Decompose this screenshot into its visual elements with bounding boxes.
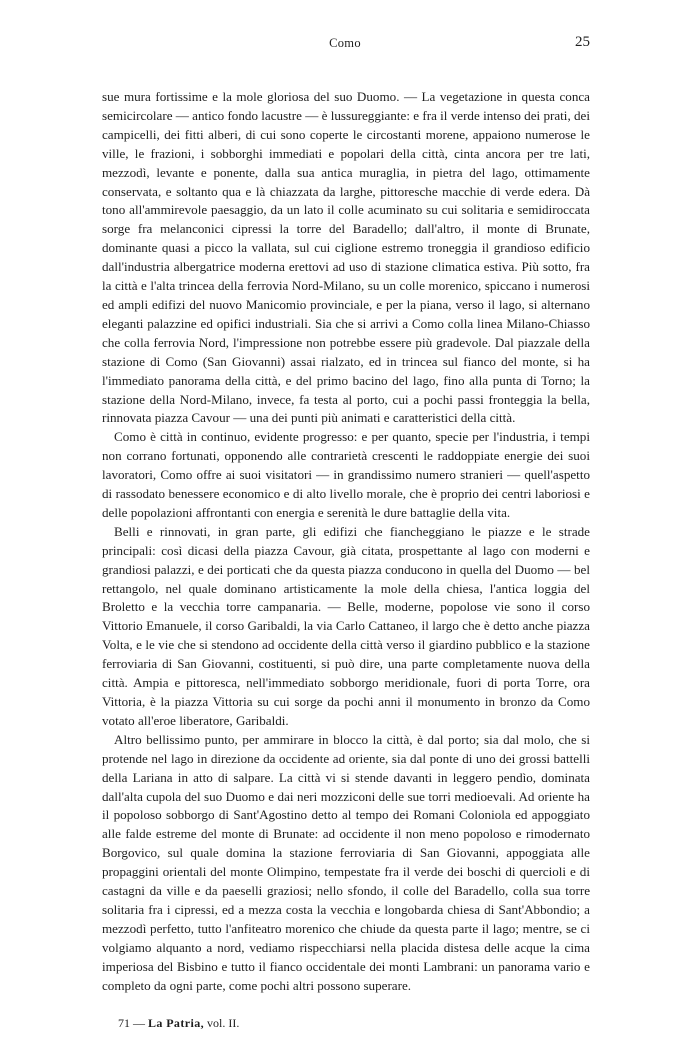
signature-mark: 71 — <box>118 1016 145 1030</box>
paragraph: sue mura fortissime e la mole gloriosa del suo Duomo. — La vegetazione in questa conca semicircolare — antico fondo lacustre — è lussureggiante: e fra il verde intenso dei prati, dei campicelli, dei fitti alberi, di cui sono coperte le circostanti morene, appaiono numerose le ville, le frazioni, i sobborghi immediati e popolari della città, cinta ancora per tre lati, mezzodì, levante e ponente, dalla sua antica muraglia, in pietra del lago, ottimamente conservata, e soltanto qua e là chiazzata da larghe, pittoresche macchie di verde edera. Dà tono all'ammirevole paesaggio, da un lato il colle acuminato su cui solitaria e semidiroccata sorge fra melanconici cipressi la torre del Baradello; dall'altro, il monte di Brunate, dominante quasi a picco la vallata, sul cui ciglione estremo troneggia il grandioso edificio dall'industria albergatrice moderna erettovi ad uso di stazione climatica estiva. Più sotto, fra la città e l'alta trincea della ferrovia Nord-Milano, su un colle morenico, spiccano i numerosi ed ampli edifizi del nuovo Manicomio provinciale, e per la piana, verso il lago, si alternano eleganti palazzine ed opifici industriali. Sia che si arrivi a Como colla linea Milano-Chiasso che colla ferrovia Nord, l'impressione non potrebbe essere più gradevole. Dal piazzale della stazione di Como (San Giovanni) assai rialzato, ed in trincea sul fianco del monte, si ha l'immediato panorama della città, e del primo bacino del lago, fino alla punta di Torno; la stazione della Nord-Milano, invece, fa testa al porto, cui a pochi passi fronteggia la bella, rinnovata piazza Cavour — una dei punti più animati e caratteristici della città. <box>102 89 590 426</box>
magazine-title: La Patria, <box>148 1016 204 1030</box>
running-title: Como <box>329 36 361 50</box>
page-header <box>100 36 590 56</box>
body-text <box>102 88 590 996</box>
volume-label: vol. II. <box>207 1016 240 1030</box>
paragraph: Como è città in continuo, evidente progresso: e per quanto, specie per l'industria, i tempi non corrano fortunati, opponendo alle contrarietà crescenti le raddoppiate energie dei suoi lavoratori, Como offre ai suoi visitatori — in grandissimo numero stranieri — quell'aspetto di rassodato benessere economico e di alto livello morale, che è proprio dei centri laboriosi e delle popolazioni affrontanti con energia e serenità le dure battaglie della vita. <box>102 429 590 520</box>
page-number: 25 <box>575 34 590 50</box>
page-footer <box>118 1016 239 1031</box>
paragraph: Belli e rinnovati, in gran parte, gli edifizi che fiancheggiano le piazze e le strade principali: così dicasi della piazza Cavour, già citata, prospettante al lago con moderni e grandiosi palazzi, e dei porticati che da questa piazza conducono in quella del Duomo — bel rettangolo, nel quale dominano artisticamente la mole della chiesa, l'antica loggia del Broletto e la vecchia torre campanaria. — Belle, moderne, popolose vie sono il corso Vittorio Emanuele, il corso Garibaldi, la via Carlo Cattaneo, il largo che è detto anche piazza Volta, e le vie che si stendono ad occidente della città verso il giardino pubblico e la stazione ferroviaria di San Giovanni, costituenti, si può dire, una parte completamente nuova della città. Ampia e pittoresca, nell'immediato sobborgo meridionale, fuori di porta Torre, ora Vittoria, è la piazza Vittoria su cui sorge da pochi anni il monumento in bronzo da Como votato all'eroe liberatore, Garibaldi. <box>102 523 590 728</box>
paragraph: Altro bellissimo punto, per ammirare in blocco la città, è dal porto; sia dal molo, che si protende nel lago in direzione da occidente ad oriente, sia dal ponte di uno dei grossi battelli della Lariana in atto di salpare. La città vi si stende davanti in leggero pendìo, dominata dall'alta cupola del suo Duomo e dai neri mozziconi delle sue torri medioevali. Ad oriente ha il popoloso sobborgo di Sant'Agostino detto al tempo dei Romani Coloniola ed appoggiato alle falde estreme del monte di Brunate: ad occidente il non meno popoloso e rimodernato Borgovico, sul quale domina la stazione ferroviaria di San Giovanni, appoggiata alle propaggini orientali del monte Olimpino, tempestate fra il verde dei boschi di quercioli e di castagni da ville e da paeselli graziosi; nello sfondo, il colle del Baradello, colla sua torre solitaria fra i cipressi, ed a mezza costa la vecchia e longobarda chiesa di Sant'Abbondio; a mezzodì perfetto, tutto l'anfiteatro morenico che chiude da questa parte il lago; mentre, se ci volgiamo alquanto a nord, vediamo rispecchiarsi nella placida distesa delle acque la cima imperiosa del Bisbino e tutto il fianco occidentale dei monti Lambrani: un panorama vario e completo da ogni parte, come pochi altri possono superare. <box>102 731 590 993</box>
